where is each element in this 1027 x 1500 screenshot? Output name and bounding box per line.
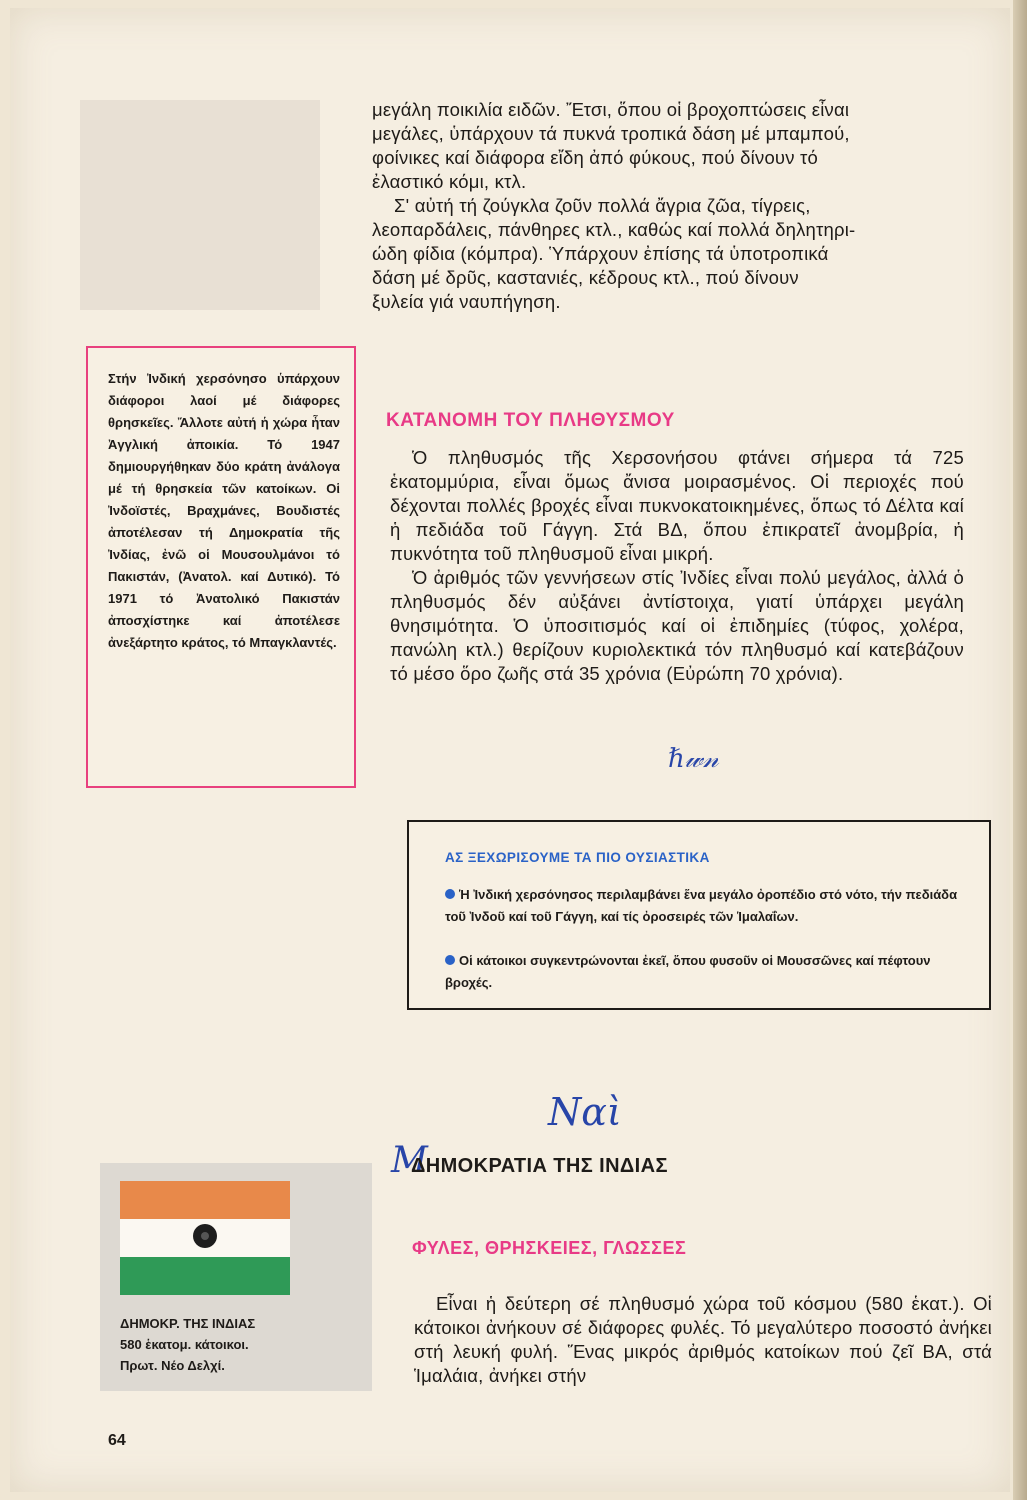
flag-green-band — [120, 1257, 290, 1295]
bullet-icon — [445, 889, 455, 899]
text-line: λεοπαρδάλεις, πάνθηρες κτλ., καθώς καί πολλά δηλητηρι- — [372, 219, 856, 240]
handwritten-prefix: M — [391, 1140, 428, 1181]
democracy-paragraph-text: Εἶναι ἡ δεύτερη σέ πληθυσμό χώρα τοῦ κόσμου (580 ἑκατ.). Οἱ κάτοικοι ἀνήκουν σέ διάφορες φυλές. Τό μεγαλύτερο ποσοστό ἀνήκει στή λευκή φυλή. Ἕνας μικρός ἀριθμός κατοίκων πού ζεῖ ΒΑ, στά Ἱμαλάια, ἀνήκει στήν — [414, 1293, 992, 1386]
text-line: μεγάλη ποικιλία ειδῶν. Ἔτσι, ὅπου οἱ βροχοπτώσεις εἶναι — [372, 99, 850, 120]
summary-item — [445, 884, 959, 928]
top-paragraph — [372, 98, 962, 314]
population-heading: ΚΑΤΑΝΟΜΗ ΤΟΥ ΠΛΗΘΥΣΜΟΥ — [386, 410, 675, 431]
democracy-paragraph — [414, 1292, 992, 1388]
summary-title: ΑΣ ΞΕΧΩΡΙΣΟΥΜΕ ΤΑ ΠΙΟ ΟΥΣΙΑΣΤΙΚΑ — [445, 850, 710, 865]
text-line: ἐλαστικό κόμι, κτλ. — [372, 171, 527, 192]
handwritten-note: Ναὶ — [548, 1090, 622, 1134]
summary-box — [407, 820, 991, 1010]
population-paragraph-2: Ὁ ἀριθμός τῶν γεννήσεων στίς Ἰνδίες εἶναι πολύ μεγάλος, ἀλλά ὁ πληθυσμός δέν αὐξάνει ἀντίστοιχα, γιατί ὑπάρχει μεγάλη θνησιμότητα. Ὁ ὑποσιτισμός καί οἱ ἐπιδημίες (τύφος, χολέρα, πανώλη κτλ.) θερίζουν κυριολεκτικά τόν πληθυσμό καί κατεβάζουν τό μέσο ὅρο ζωῆς στά 35 χρόνια (Εὐρώπη 70 χρόνια). — [390, 567, 964, 684]
democracy-subheading: ΦΥΛΕΣ, ΘΡΗΣΚΕΙΕΣ, ΓΛΩΣΣΕΣ — [412, 1238, 687, 1258]
bullet-icon — [445, 955, 455, 965]
text-line: Σ' αὐτή τή ζούγκλα ζοῦν πολλά ἄγρια ζῶα, τίγρεις, — [394, 195, 811, 216]
handwritten-mark: ℏ𝓌𝓃 — [668, 744, 719, 774]
sidebar-text: Στήν Ἰνδική χερσόνησο ὑπάρχουν διάφοροι λαοί μέ διάφορες θρησκεῖες. Ἄλλοτε αὐτή ἡ χώρα ἦταν Ἀγγλική ἀποικία. Τό 1947 δημιουργήθηκαν δύο κράτη ἀνάλογα μέ τή θρησκεία τῶν κατοίκων. Οἱ Ἰνδοϊστές, Βραχμάνες, Βουδιστές ἀποτέλεσαν τή Δημοκρατία τῆς Ἰνδίας, ἐνῶ οἱ Μουσουλμάνοι τό Πακιστάν, (Ἀνατολ. καί Δυτικό). Τό 1971 τό Ἀνατολικό Πακιστάν ἀποσχίστηκε καί ἀποτέλεσε ἀνεξάρτητο κράτος, τό Μπαγκλαντές. — [108, 371, 340, 650]
population-section — [390, 446, 964, 686]
flag-saffron-band — [120, 1181, 290, 1219]
flag-caption-line: 580 ἑκατομ. κάτοικοι. — [120, 1337, 249, 1352]
summary-item-text: Οἱ κάτοικοι συγκεντρώνονται ἐκεῖ, ὅπου φυσοῦν οἱ Μουσσῶνες καί πέφτουν βροχές. — [445, 953, 931, 990]
flag-caption-line: Πρωτ. Νέο Δελχί. — [120, 1358, 225, 1373]
text-line: ξυλεία γιά ναυπήγηση. — [372, 291, 561, 312]
text-line: φοίνικες καί διάφορα εἴδη ἀπό φύκους, πού δίνουν τό — [372, 147, 819, 168]
chakra-icon — [193, 1224, 217, 1248]
text-line: δάση μέ δρῦς, καστανιές, κέδρους κτλ., πού δίνουν — [372, 267, 799, 288]
summary-item-text: Ἡ Ἰνδική χερσόνησος περιλαμβάνει ἕνα μεγάλο ὀροπέδιο στό νότο, τήν πεδιάδα τοῦ Ἰνδοῦ καί τοῦ Γάγγη, καί τίς ὀροσειρές τῶν Ἱμαλαΐων. — [445, 887, 958, 924]
flag-white-band — [120, 1219, 290, 1257]
summary-item — [445, 950, 959, 994]
text-line: ώδη φίδια (κόμπρα). Ὑπάρχουν ἐπίσης τά ὑποτροπικά — [372, 243, 829, 264]
flag-caption — [120, 1313, 360, 1376]
flag-caption-line: ΔΗΜΟΚΡ. ΤΗΣ ΙΝΔΙΑΣ — [120, 1316, 256, 1331]
sidebar-box — [86, 346, 356, 788]
democracy-title: ΔΗΜΟΚΡΑΤΙΑ ΤΗΣ ΙΝΔΙΑΣ — [411, 1155, 668, 1177]
page-number: 64 — [108, 1432, 126, 1449]
population-paragraph-1: Ὁ πληθυσμός τῆς Χερσονήσου φτάνει σήμερα τά 725 ἑκατομμύρια, εἶναι ὅμως ἄνισα μοιρασμένος. Οἱ περιοχές πού δέχονται πολλές βροχές εἶναι πυκνοκατοικημένες, ὅπως τό Δέλτα καί ἡ πεδιάδα τοῦ Γάγγη. Στά ΒΔ, ὅπου ἐπικρατεῖ ἀνομβρία, ἡ πυκνότητα τοῦ πληθυσμοῦ εἶναι μικρή. — [390, 447, 964, 564]
text-line: μεγάλες, ὑπάρχουν τά πυκνά τροπικά δάση μέ μπαμπού, — [372, 123, 850, 144]
flag-panel — [100, 1163, 372, 1391]
india-flag-image — [120, 1181, 290, 1295]
page-edge — [1013, 0, 1027, 1500]
